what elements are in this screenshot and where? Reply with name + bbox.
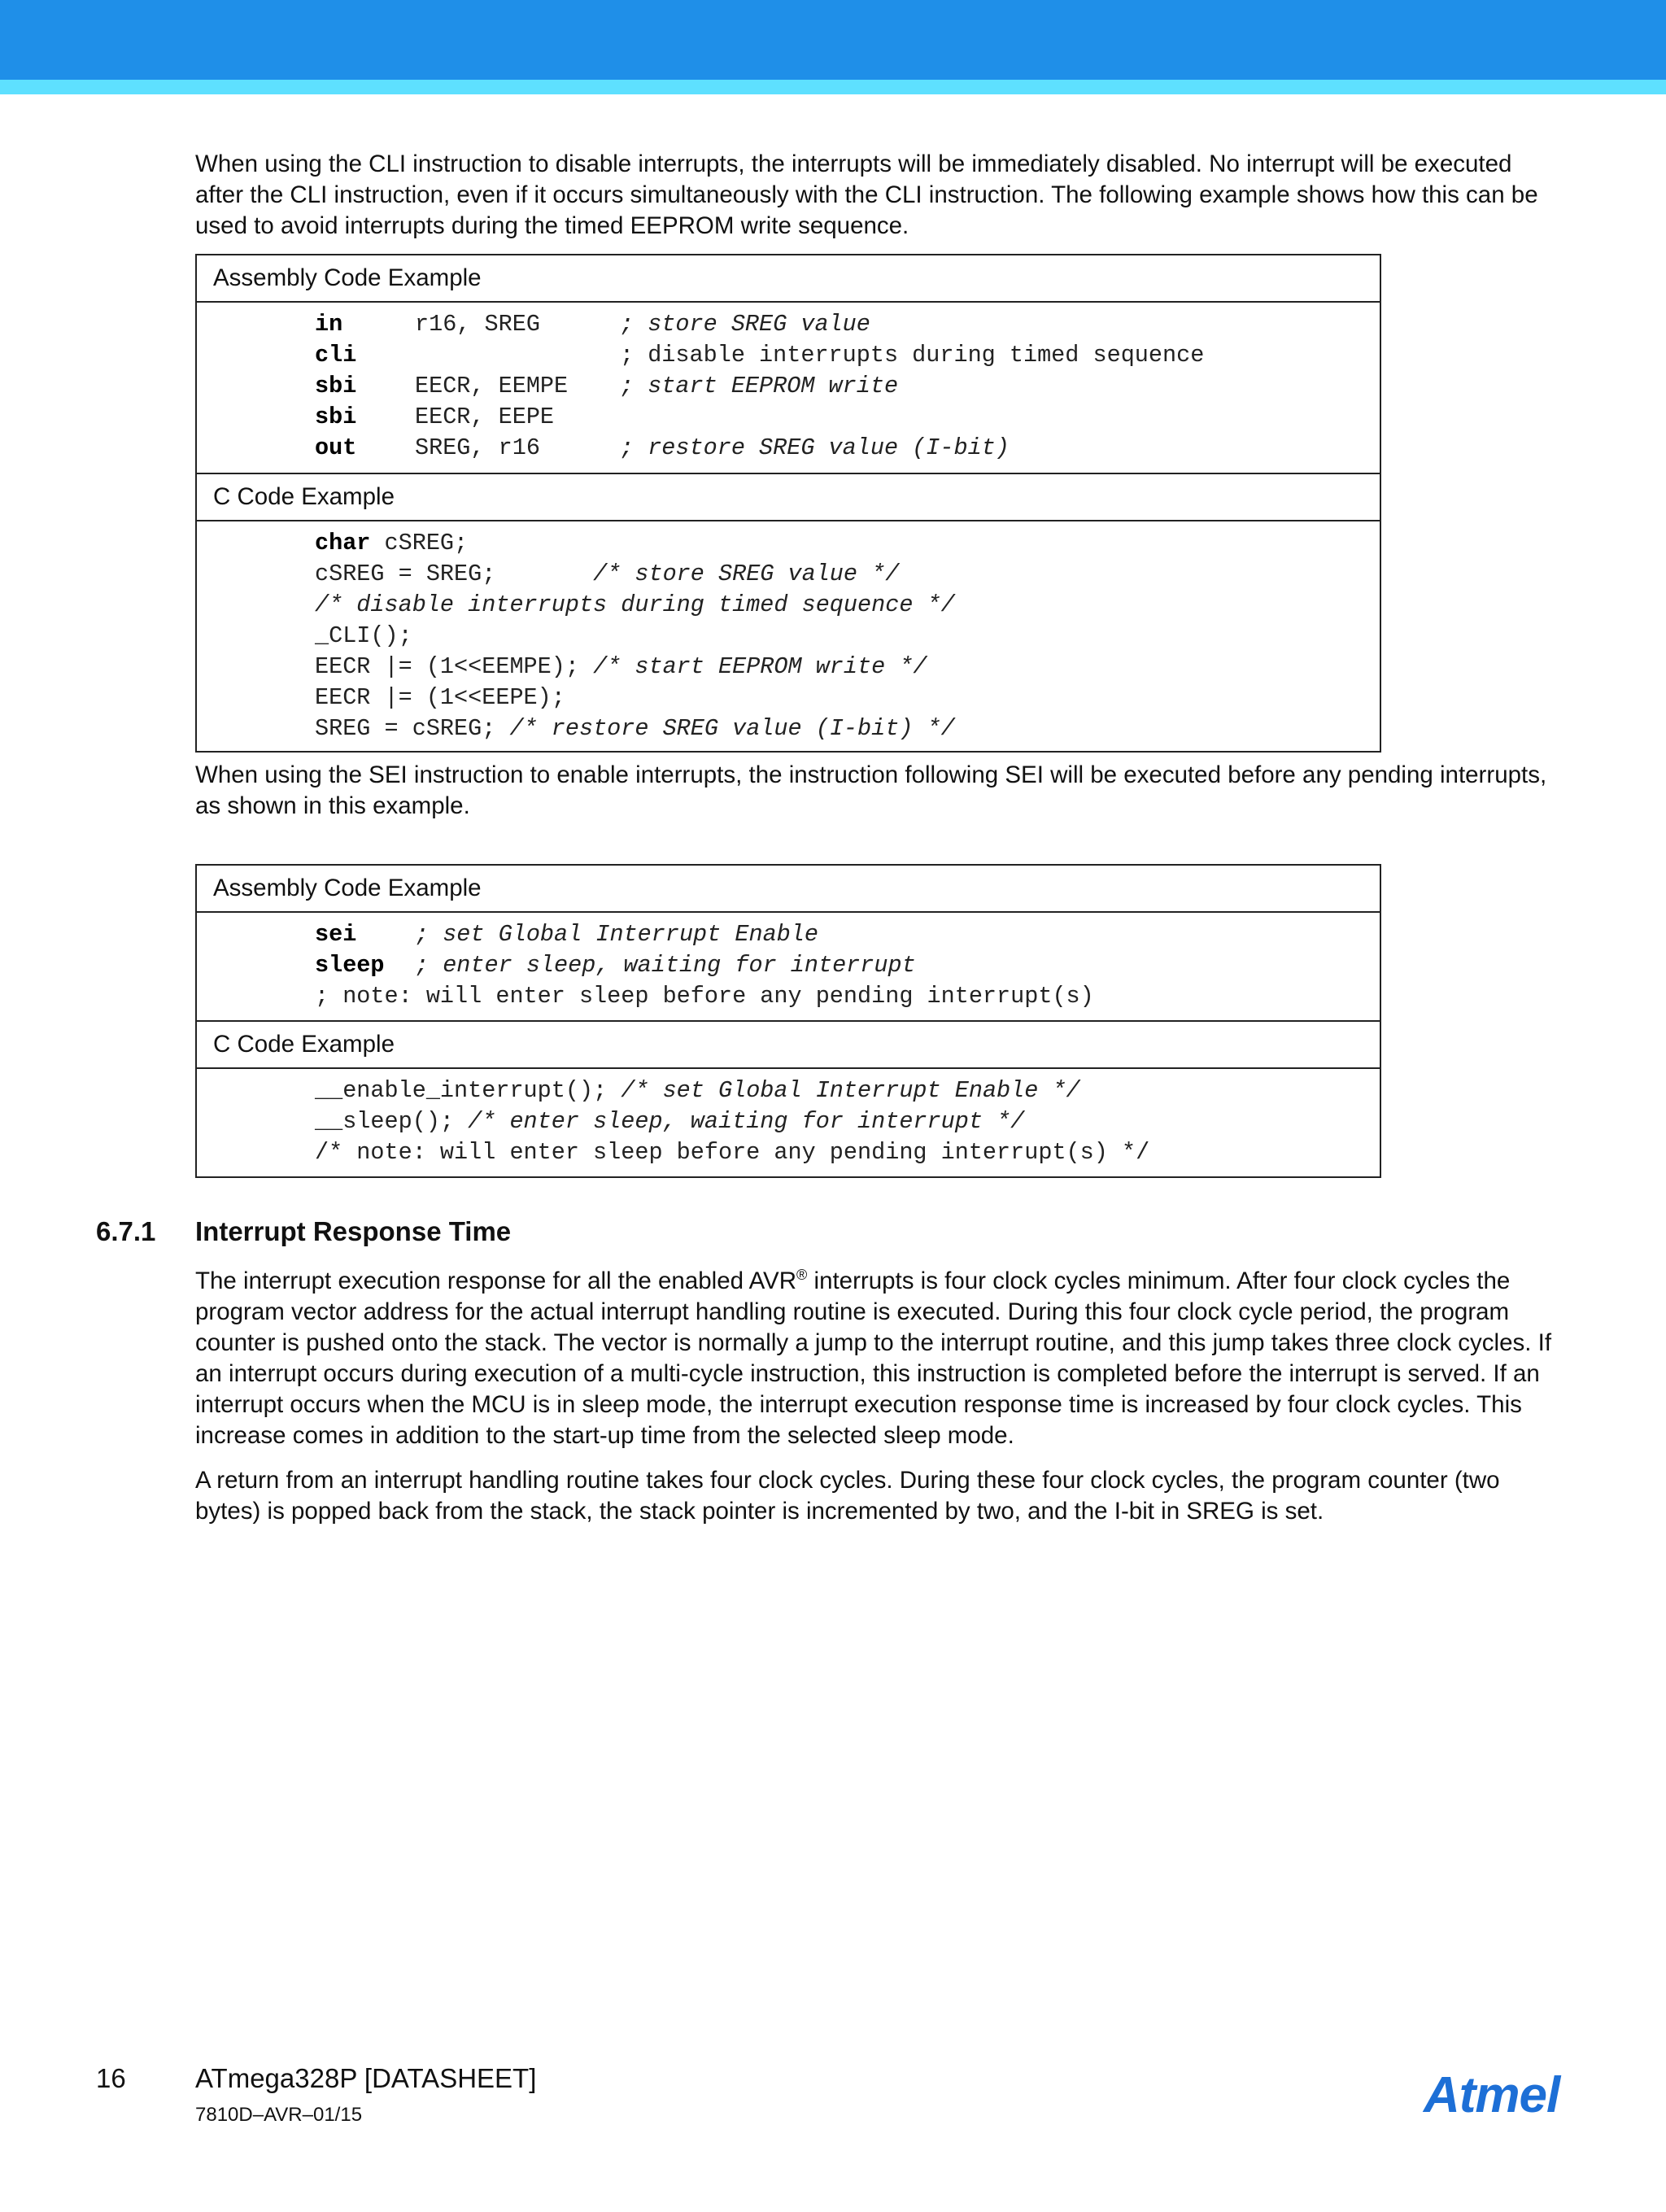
code-comment: /* note: will enter sleep before any pending interrupt(s) */ [315, 1139, 1150, 1166]
code-comment: /* disable interrupts during timed sequence */ [315, 591, 955, 618]
code-line [315, 1075, 1080, 1106]
code-text: _CLI(); [315, 622, 412, 649]
code-text: EECR |= (1<<EEPE); [315, 684, 565, 711]
code-comment: /* set Global Interrupt Enable */ [621, 1077, 1080, 1104]
code-line [315, 371, 899, 402]
header-band [0, 0, 1666, 80]
document-title: ATmega328P [DATASHEET] [195, 2063, 537, 2093]
response-text-rest: interrupts is four clock cycles minimum. After four clock cycles the program vector address for the actual interrupt handling routine is executed. During this four clock cycle period, the program counter is pushed onto the stack. The vector is normally a jump to the interrupt routine, and this jump takes three clock cycles. If an interrupt occurs during execution of a multi-cycle instruction, this instruction is completed before the interrupt is served. If an interrupt occurs when the MCU is in sleep mode, the interrupt execution response time is increased by four clock cycles. This increase comes in addition to the start-up time from the selected sleep mode. [195, 1267, 1552, 1449]
paragraph-response-time [195, 1266, 1566, 1451]
paragraph-cli-intro: When using the CLI instruction to disable interrupts, the interrupts will be immediately disabled. No interrupt will be executed after the CLI instruction, even if it occurs simultaneously with the CLI instruction. The following example shows how this can be used to avoid interrupts during the timed EEPROM write sequence. [195, 151, 1538, 239]
code-args: EECR, EEMPE [415, 373, 569, 399]
atmel-logo: Atmel [1424, 2067, 1560, 2123]
code-line [315, 590, 955, 621]
code-keyword: char [315, 530, 371, 556]
assembly-code-block [197, 913, 1380, 1022]
code-comment: ; note: will enter sleep before any pending interrupt(s) [315, 983, 1094, 1010]
code-line [315, 683, 565, 713]
c-code-block [197, 1069, 1380, 1176]
code-line [315, 1137, 1149, 1168]
code-comment: ; disable interrupts during timed sequence [620, 342, 1205, 369]
registered-mark: ® [796, 1267, 808, 1284]
response-text-start: The interrupt execution response for all the enabled AVR [195, 1267, 797, 1294]
code-example-box-sei [195, 864, 1381, 1178]
code-example-box-cli [195, 254, 1381, 753]
code-args: r16, SREG [415, 311, 540, 338]
code-line [315, 919, 818, 950]
code-line [315, 950, 916, 981]
code-line [315, 652, 927, 683]
paragraph-return-time: A return from an interrupt handling routine takes four clock cycles. During these four clock cycles, the program counter (two bytes) is popped back from the stack, the stack pointer is incremented by two, and the I-bit in SREG is set. [195, 1467, 1500, 1525]
code-line [315, 1106, 1024, 1137]
assembly-code-block [197, 303, 1380, 474]
code-line [315, 713, 955, 744]
c-code-block [197, 521, 1380, 751]
code-comment: ; enter sleep, waiting for interrupt [415, 952, 916, 979]
code-keyword: sbi [315, 373, 357, 399]
code-keyword: out [315, 434, 357, 461]
code-keyword: sbi [315, 404, 357, 430]
code-keyword: sei [315, 921, 357, 948]
header-accent-band [0, 80, 1666, 94]
code-line [315, 433, 1010, 464]
code-line [315, 340, 1205, 371]
code-comment: /* start EEPROM write */ [593, 653, 927, 680]
assembly-code-header: Assembly Code Example [197, 255, 1380, 303]
code-line [315, 309, 870, 340]
paragraph-sei-intro: When using the SEI instruction to enable interrupts, the instruction following SEI will be executed before any pending interrupts, as shown in this example. [195, 761, 1547, 819]
code-text: __sleep(); [315, 1108, 469, 1135]
page-number: 16 [96, 2063, 126, 2093]
code-text: cSREG = SREG; [315, 561, 594, 587]
c-code-header: C Code Example [197, 1022, 1380, 1069]
code-comment: /* enter sleep, waiting for interrupt */ [468, 1108, 1025, 1135]
code-comment: ; restore SREG value (I-bit) [620, 434, 1010, 461]
code-keyword: cli [315, 342, 357, 369]
c-code-header: C Code Example [197, 474, 1380, 521]
code-keyword: sleep [315, 952, 385, 979]
code-comment: /* restore SREG value (I-bit) */ [509, 715, 955, 742]
code-line [315, 621, 412, 652]
code-comment: ; store SREG value [620, 311, 870, 338]
code-line [315, 559, 899, 590]
code-args: EECR, EEPE [415, 404, 555, 430]
code-comment: ; set Global Interrupt Enable [415, 921, 818, 948]
code-text: __enable_interrupt(); [315, 1077, 621, 1104]
code-line [315, 981, 1094, 1012]
code-keyword: in [315, 311, 343, 338]
code-text: SREG = cSREG; [315, 715, 510, 742]
code-comment: ; start EEPROM write [620, 373, 899, 399]
code-comment: /* store SREG value */ [593, 561, 900, 587]
assembly-code-header: Assembly Code Example [197, 866, 1380, 913]
code-line [315, 402, 555, 433]
section-number: 6.7.1 [96, 1216, 156, 1246]
code-args: SREG, r16 [415, 434, 540, 461]
document-code: 7810D–AVR–01/15 [195, 2104, 363, 2126]
section-title: Interrupt Response Time [195, 1216, 512, 1246]
code-text: cSREG; [370, 530, 469, 556]
code-text: EECR |= (1<<EEMPE); [315, 653, 594, 680]
code-line [315, 528, 468, 559]
